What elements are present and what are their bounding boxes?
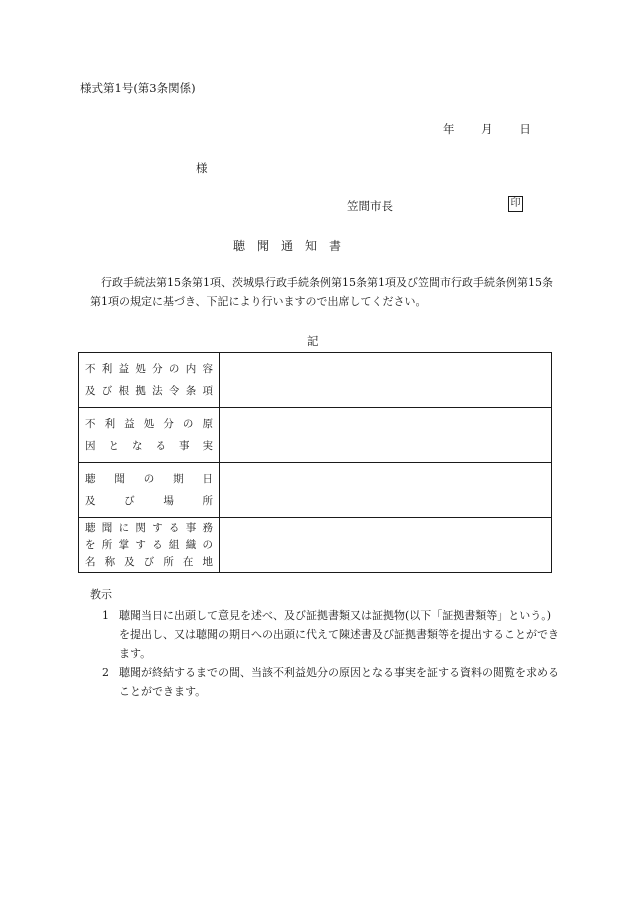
label-char: 場 xyxy=(163,495,174,507)
row-label-line xyxy=(85,537,213,554)
label-char: 分 xyxy=(152,363,163,375)
document-title: 聴 聞 通 知 書 xyxy=(233,239,342,253)
addressee-suffix: 様 xyxy=(196,161,208,175)
date-month-label: 月 xyxy=(481,122,493,136)
label-char: に xyxy=(118,521,130,534)
label-char: 根 xyxy=(118,385,130,397)
issuer-name: 笠間市長 xyxy=(347,199,393,213)
notes-section xyxy=(90,585,560,701)
label-char: 不 xyxy=(85,418,96,430)
label-char: 及 xyxy=(85,495,96,507)
label-char: 名 xyxy=(85,555,96,568)
label-char: 事 xyxy=(179,440,190,452)
row-value-cell[interactable] xyxy=(220,463,552,518)
label-char: 在 xyxy=(182,555,194,568)
label-char: す xyxy=(135,538,146,551)
row-label-line xyxy=(85,490,213,512)
label-char: 処 xyxy=(143,418,155,430)
label-char: 内 xyxy=(185,363,197,375)
label-char: 拠 xyxy=(135,385,146,397)
label-char: 聞 xyxy=(114,473,125,485)
label-char: 及 xyxy=(85,385,96,397)
row-label-line xyxy=(85,468,213,490)
label-char: す xyxy=(152,521,163,534)
label-char: 項 xyxy=(202,385,213,397)
label-char: び xyxy=(101,385,113,397)
label-char: び xyxy=(124,495,135,507)
label-char: の xyxy=(143,473,155,485)
label-char: 織 xyxy=(185,538,197,551)
label-char: 称 xyxy=(104,555,116,568)
label-char: 因 xyxy=(85,440,96,452)
row-label-line xyxy=(85,358,213,380)
label-char: 利 xyxy=(104,418,116,430)
label-char: 益 xyxy=(124,418,135,430)
label-char: 令 xyxy=(168,385,180,397)
note-number: 2 xyxy=(102,666,109,679)
label-char: る xyxy=(155,440,166,452)
label-char: の xyxy=(168,363,180,375)
label-char: 掌 xyxy=(118,538,130,551)
label-char: 所 xyxy=(202,495,213,507)
label-char: 期 xyxy=(173,473,184,485)
label-char: な xyxy=(132,440,143,452)
row-value-cell[interactable] xyxy=(220,353,552,408)
label-char: る xyxy=(168,521,180,534)
label-char: 容 xyxy=(202,363,213,375)
label-char: 及 xyxy=(124,555,135,568)
table-row xyxy=(79,518,552,573)
row-label xyxy=(79,353,220,408)
row-label xyxy=(79,408,220,463)
table-row xyxy=(79,408,552,463)
label-char: 利 xyxy=(101,363,113,375)
row-label-line xyxy=(85,413,213,435)
label-char: 関 xyxy=(135,521,146,534)
form-number: 様式第1号(第3条関係) xyxy=(80,81,196,95)
row-label xyxy=(79,518,220,573)
label-char: 分 xyxy=(163,418,174,430)
label-char: 処 xyxy=(135,363,146,375)
row-label-line xyxy=(85,520,213,537)
label-char: 原 xyxy=(202,418,213,430)
note-text: 聴聞が終結するまでの間、当該不利益処分の原因となる事実を証する資料の閲覧を求めることができます。 xyxy=(119,666,559,698)
seal-mark: 印 xyxy=(508,196,523,212)
label-char: と xyxy=(108,440,119,452)
label-char: 聴 xyxy=(85,521,96,534)
date-year-label: 年 xyxy=(443,122,455,136)
row-value-cell[interactable] xyxy=(220,518,552,573)
label-char: 聴 xyxy=(85,473,96,485)
row-label xyxy=(79,463,220,518)
note-text: 聴聞当日に出頭して意見を述べ、及び証拠書類又は証拠物(以下「証拠書類等」という。)を提出し、又は聴聞の期日への出頭に代えて陳述書及び証拠書類等を提出することができます。 xyxy=(119,609,559,660)
label-char: 実 xyxy=(202,440,213,452)
row-value-cell[interactable] xyxy=(220,408,552,463)
label-char: 務 xyxy=(202,521,213,534)
label-char: び xyxy=(143,555,155,568)
label-char: 聞 xyxy=(101,521,113,534)
row-label-line xyxy=(85,554,213,571)
table-row xyxy=(79,463,552,518)
note-number: 1 xyxy=(102,609,109,622)
note-item xyxy=(102,606,560,663)
label-char: 不 xyxy=(85,363,96,375)
row-label-line xyxy=(85,435,213,457)
label-char: 組 xyxy=(168,538,180,551)
notice-body: 行政手続法第15条第1項、茨城県行政手続条例第15条第1項及び笠間市行政手続条例第15条第1項の規定に基づき、下記により行いますので出席してください。 xyxy=(90,276,553,308)
label-char: 条 xyxy=(185,385,197,397)
label-char: 所 xyxy=(163,555,174,568)
label-char: 地 xyxy=(202,555,213,568)
label-char: 日 xyxy=(202,473,213,485)
ki-heading: 記 xyxy=(307,334,319,348)
label-char: の xyxy=(202,538,213,551)
notice-table xyxy=(78,352,552,573)
date-line xyxy=(443,121,531,137)
label-char: 益 xyxy=(118,363,130,375)
label-char: 法 xyxy=(152,385,163,397)
table-row xyxy=(79,353,552,408)
label-char: の xyxy=(182,418,194,430)
date-day-label: 日 xyxy=(519,122,531,136)
note-item xyxy=(102,663,560,701)
notes-heading: 教示 xyxy=(90,588,112,601)
label-char: る xyxy=(152,538,163,551)
label-char: 所 xyxy=(101,538,113,551)
label-char: を xyxy=(85,538,96,551)
label-char: 事 xyxy=(185,521,197,534)
row-label-line xyxy=(85,380,213,402)
